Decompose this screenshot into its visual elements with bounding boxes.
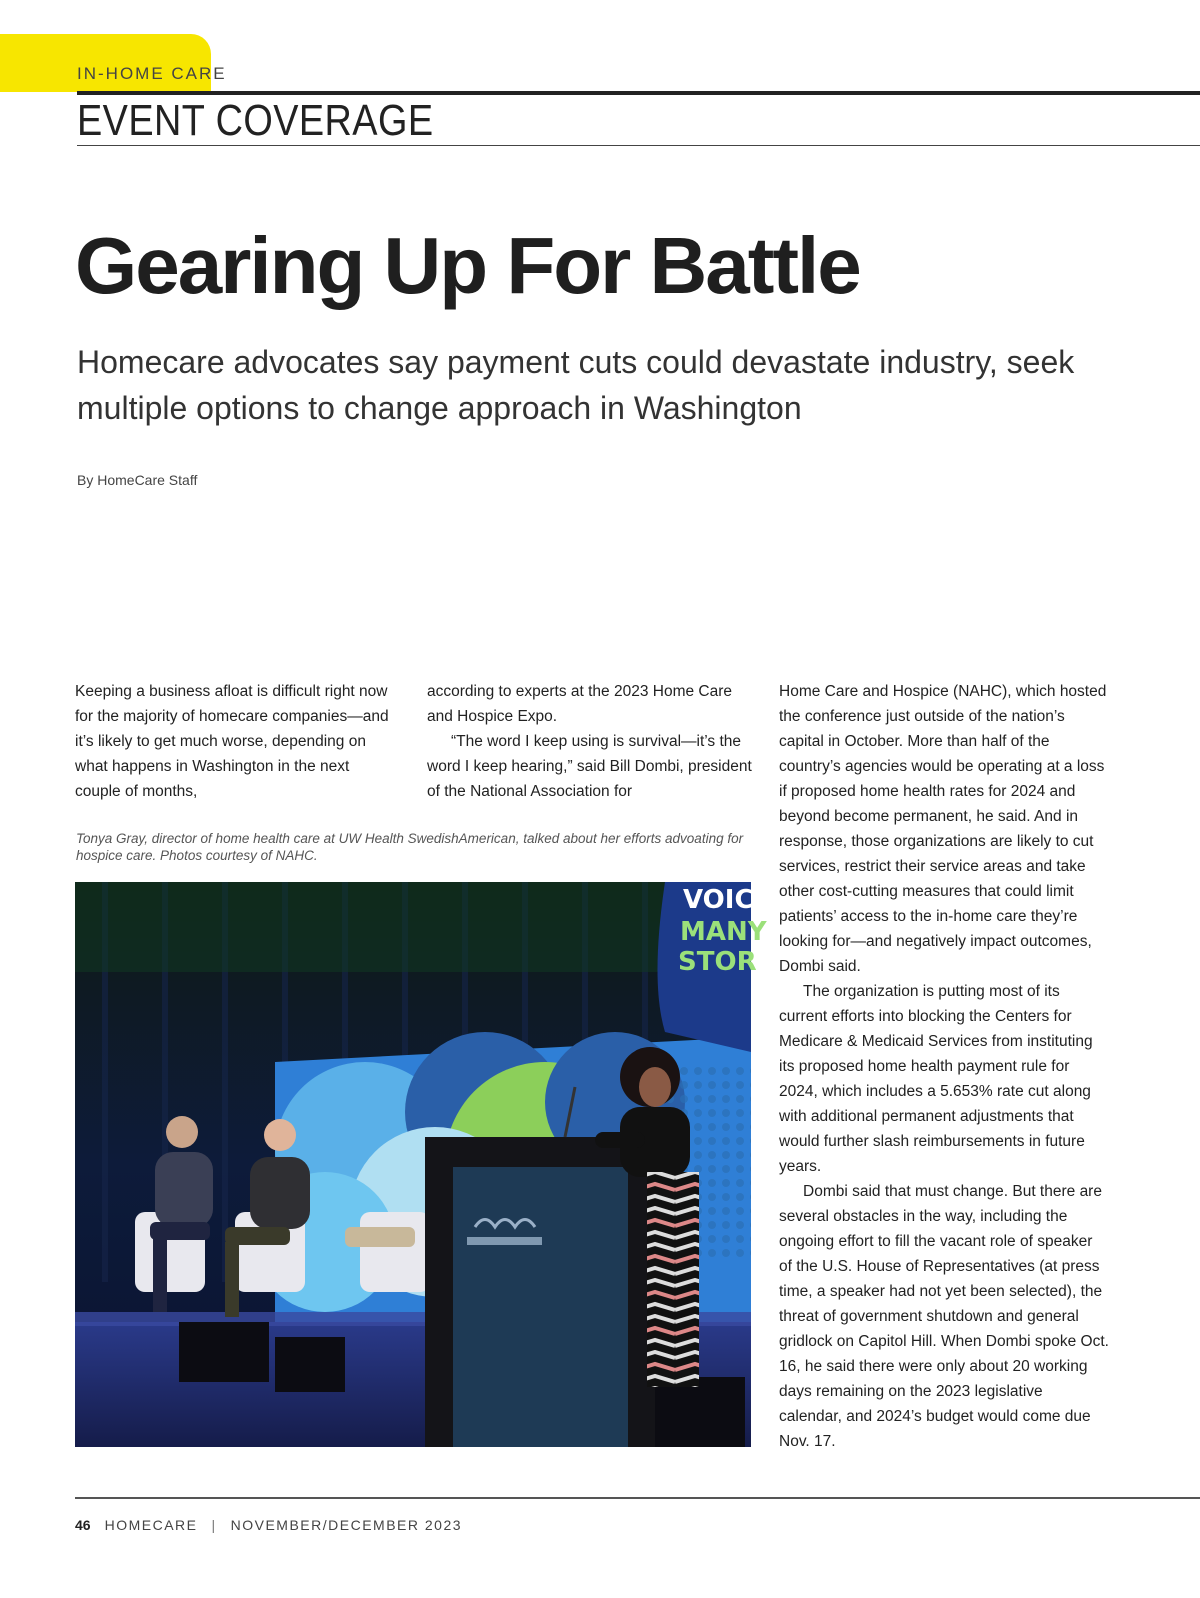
paragraph: Keeping a business afloat is difficult right now for the majority of homecare companies—and it’s likely to get much worse, depending on what happens in Washington in the next couple of months, bbox=[75, 683, 389, 800]
subheadline: Homecare advocates say payment cuts could devastate industry, seek multiple options to change approach in Washington bbox=[77, 344, 1075, 426]
headline: Gearing Up For Battle bbox=[75, 221, 860, 310]
article-column-2 bbox=[427, 679, 757, 804]
department-title: EVENT COVERAGE bbox=[77, 96, 434, 145]
article-column-3 bbox=[779, 679, 1109, 1454]
article-column-1 bbox=[75, 679, 395, 804]
paragraph: Dombi said that must change. But there are several obstacles in the way, including the ongoing effort to fill the vacant role of speaker of the U.S. House of Representatives (at press time, a speaker had not yet been selected), the threat of government shutdown and general gridlock on Capitol Hill. When Dombi spoke Oct. 16, he said there were only about 20 working days remaining on the 2023 legislative calendar, and 2024’s budget would come due Nov. 17. bbox=[779, 1183, 1109, 1450]
footer-separator: | bbox=[211, 1517, 217, 1533]
banner-text-line: VOIC bbox=[683, 885, 754, 915]
page-footer bbox=[75, 1517, 462, 1533]
paragraph: “The word I keep using is survival—it’s the word I keep hearing,” said Bill Dombi, president of the National Association for bbox=[427, 733, 752, 800]
byline: By HomeCare Staff bbox=[77, 472, 198, 488]
footer-rule bbox=[75, 1497, 1200, 1499]
banner-text-line: STOR bbox=[678, 947, 757, 977]
section-label: IN-HOME CARE bbox=[77, 64, 227, 83]
issue-date: NOVEMBER/DECEMBER 2023 bbox=[230, 1517, 463, 1533]
event-photo bbox=[75, 882, 767, 1447]
department-rule bbox=[77, 145, 1200, 146]
header-rule bbox=[77, 91, 1200, 95]
publication-name: HOMECARE bbox=[104, 1517, 198, 1533]
photo-caption: Tonya Gray, director of home health care at UW Health SwedishAmerican, talked about her efforts advoating for hospice care. Photos courtesy of NAHC. bbox=[76, 831, 744, 863]
paragraph: according to experts at the 2023 Home Care and Hospice Expo. bbox=[427, 683, 733, 725]
paragraph: The organization is putting most of its current efforts into blocking the Centers for Medicare & Medicaid Services from instituting its proposed home health payment rule for 2024, which includes a 5.653% rate cut along with additional permanent adjustments that would further slash reimbursements in future years. bbox=[779, 983, 1093, 1175]
paragraph: Home Care and Hospice (NAHC), which hosted the conference just outside of the nation’s capital in October. More than half of the country’s agencies would be operating at a loss if proposed home health rates for 2024 and beyond become permanent, he said. And in response, those organizations are likely to cut services, restrict their service areas and take other cost-cutting measures that could limit patients’ access to the in-home care they’re looking for—and negatively impact outcomes, Dombi said. bbox=[779, 683, 1107, 975]
page-number: 46 bbox=[75, 1517, 91, 1533]
banner-text-line: MANY bbox=[680, 917, 767, 947]
